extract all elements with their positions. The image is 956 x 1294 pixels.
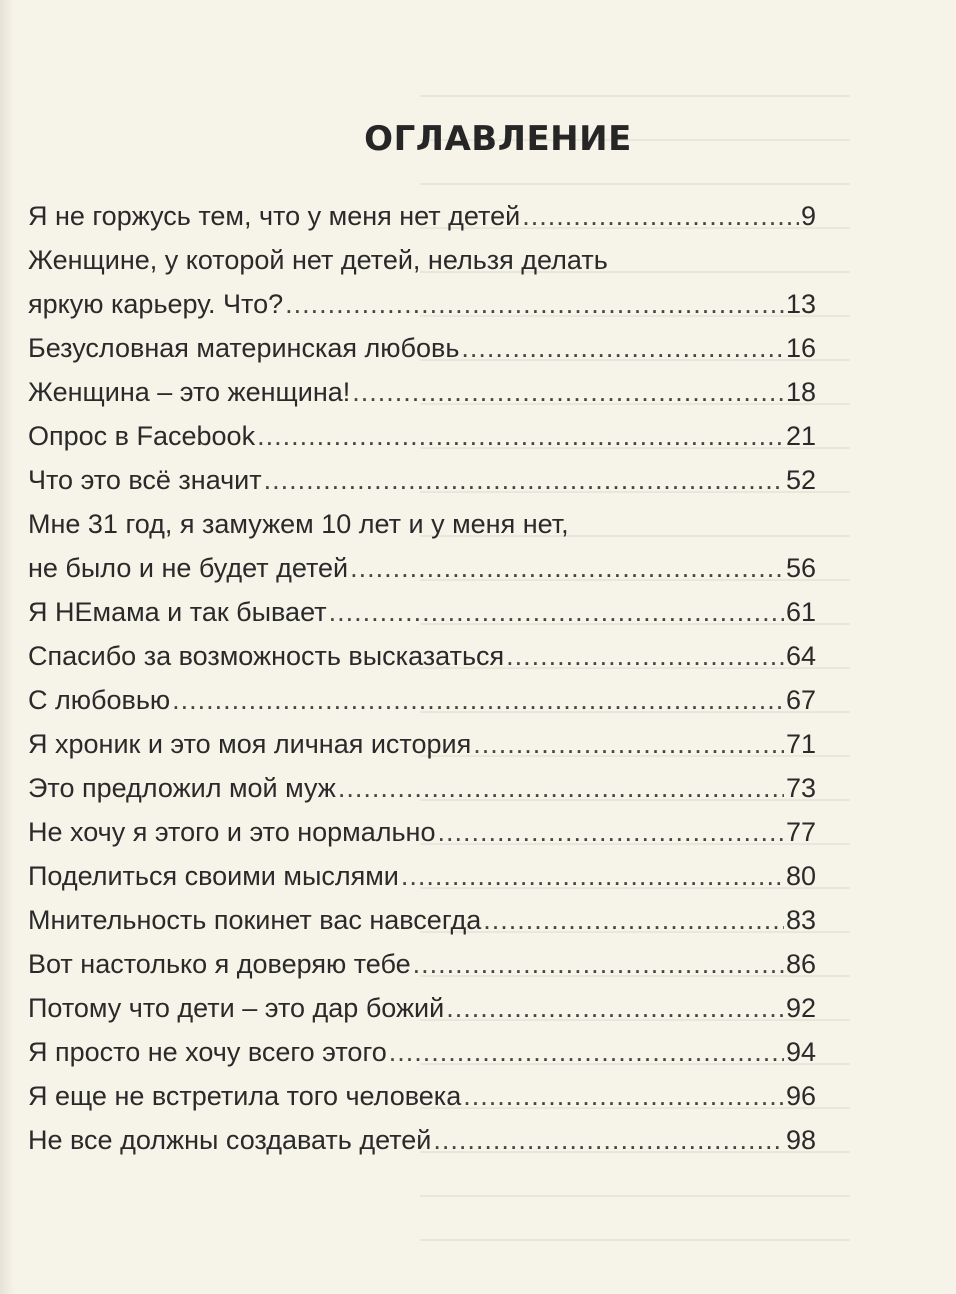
- toc-entry: [28, 326, 816, 370]
- toc-entry-title: Потому что дети – это дар божий: [28, 993, 445, 1023]
- dot-leader: [433, 1118, 784, 1162]
- toc-entry: [28, 854, 816, 898]
- toc-entry-title: Мнительность покинет вас навсегда: [28, 905, 482, 935]
- toc-entry-page: 73: [785, 773, 816, 803]
- toc-entry-title: Спасибо за возможность высказаться: [28, 641, 505, 671]
- dot-leader: [413, 942, 784, 986]
- toc-entry-title: Вот настолько я доверяю тебе: [28, 949, 411, 979]
- toc-entry-title: яркую карьеру. Что?: [28, 289, 284, 319]
- toc-entry-title: Поделиться своими мыслями: [28, 861, 399, 891]
- dot-leader: [446, 986, 784, 1030]
- toc-entry-title: Женщина – это женщина!: [28, 377, 351, 407]
- toc-entry-title: Не хочу я этого и это нормально: [28, 817, 436, 847]
- toc-entry: [28, 502, 816, 546]
- dot-leader: [338, 766, 784, 810]
- dot-leader: [437, 810, 783, 854]
- toc-entry-page: 52: [785, 465, 816, 495]
- toc-entry: [28, 590, 816, 634]
- toc-entry-page: 71: [785, 729, 816, 759]
- toc-entry-page: 86: [785, 949, 816, 979]
- toc-entry-page: 18: [785, 377, 816, 407]
- toc-entry-title: Это предложил мой муж: [28, 773, 336, 803]
- toc-entry-page: 80: [785, 861, 816, 891]
- toc-entry: [28, 678, 816, 722]
- toc-entry: [28, 546, 816, 590]
- table-of-contents: [28, 194, 816, 1162]
- toc-entry-page: 96: [785, 1081, 816, 1111]
- toc-entry-title: Я хроник и это моя личная история: [28, 729, 472, 759]
- toc-entry: [28, 238, 816, 282]
- dot-leader: [329, 590, 784, 634]
- toc-entry: [28, 370, 816, 414]
- toc-entry-title: Опрос в Facebook: [28, 421, 256, 451]
- toc-entry-page: 21: [785, 421, 816, 451]
- toc-entry: [28, 194, 816, 238]
- toc-entry-title: Я просто не хочу всего этого: [28, 1037, 387, 1067]
- toc-entry: [28, 722, 816, 766]
- toc-entry-page: 64: [785, 641, 816, 671]
- toc-entry: [28, 810, 816, 854]
- toc-entry-page: 13: [785, 289, 816, 319]
- toc-entry-title: не было и не будет детей: [28, 553, 349, 583]
- dot-leader: [285, 282, 784, 326]
- toc-entry: [28, 1118, 816, 1162]
- toc-entry-page: 94: [785, 1037, 816, 1067]
- dot-leader: [522, 194, 799, 238]
- toc-entry-page: 83: [785, 905, 816, 935]
- toc-entry-title: Что это всё значит: [28, 465, 262, 495]
- toc-entry-page: 9: [800, 201, 816, 231]
- dot-leader: [257, 414, 784, 458]
- toc-entry-page: 56: [785, 553, 816, 583]
- toc-entry-title: С любовью: [28, 685, 171, 715]
- toc-entry-title: Я не горжусь тем, что у меня нет детей: [28, 201, 521, 231]
- toc-entry-title: Я НЕмама и так бывает: [28, 597, 327, 627]
- toc-entry: [28, 942, 816, 986]
- toc-entry: [28, 414, 816, 458]
- toc-entry: [28, 1030, 816, 1074]
- toc-entry-page: 98: [785, 1125, 816, 1155]
- dot-leader: [350, 546, 784, 590]
- dot-leader: [172, 678, 784, 722]
- toc-entry: [28, 282, 816, 326]
- dot-leader: [264, 458, 784, 502]
- toc-entry-page: 67: [785, 685, 816, 715]
- toc-entry-title: Женщине, у которой нет детей, нельзя делать: [28, 245, 608, 275]
- toc-entry-title: Безусловная материнская любовь: [28, 333, 460, 363]
- toc-entry-page: 61: [785, 597, 816, 627]
- toc-entry: [28, 766, 816, 810]
- toc-entry-page: 77: [785, 817, 816, 847]
- dot-leader: [389, 1030, 784, 1074]
- toc-entry: [28, 898, 816, 942]
- dot-leader: [461, 326, 784, 370]
- toc-entry-page: 92: [785, 993, 816, 1023]
- dot-leader: [401, 854, 784, 898]
- dot-leader: [463, 1074, 784, 1118]
- dot-leader: [483, 898, 784, 942]
- dot-leader: [506, 634, 784, 678]
- toc-entry: [28, 458, 816, 502]
- page-title: ОГЛАВЛЕНИЕ: [364, 118, 632, 159]
- toc-entry: [28, 986, 816, 1030]
- page-edge-shadow: [0, 0, 14, 1294]
- toc-entry-page: 16: [785, 333, 816, 363]
- toc-entry-title: Мне 31 год, я замужем 10 лет и у меня нет,: [28, 509, 569, 539]
- dot-leader: [473, 722, 784, 766]
- dot-leader: [352, 370, 784, 414]
- toc-entry: [28, 634, 816, 678]
- toc-entry-title: Не все должны создавать детей: [28, 1125, 432, 1155]
- toc-entry-title: Я еще не встретила того человека: [28, 1081, 462, 1111]
- toc-entry: [28, 1074, 816, 1118]
